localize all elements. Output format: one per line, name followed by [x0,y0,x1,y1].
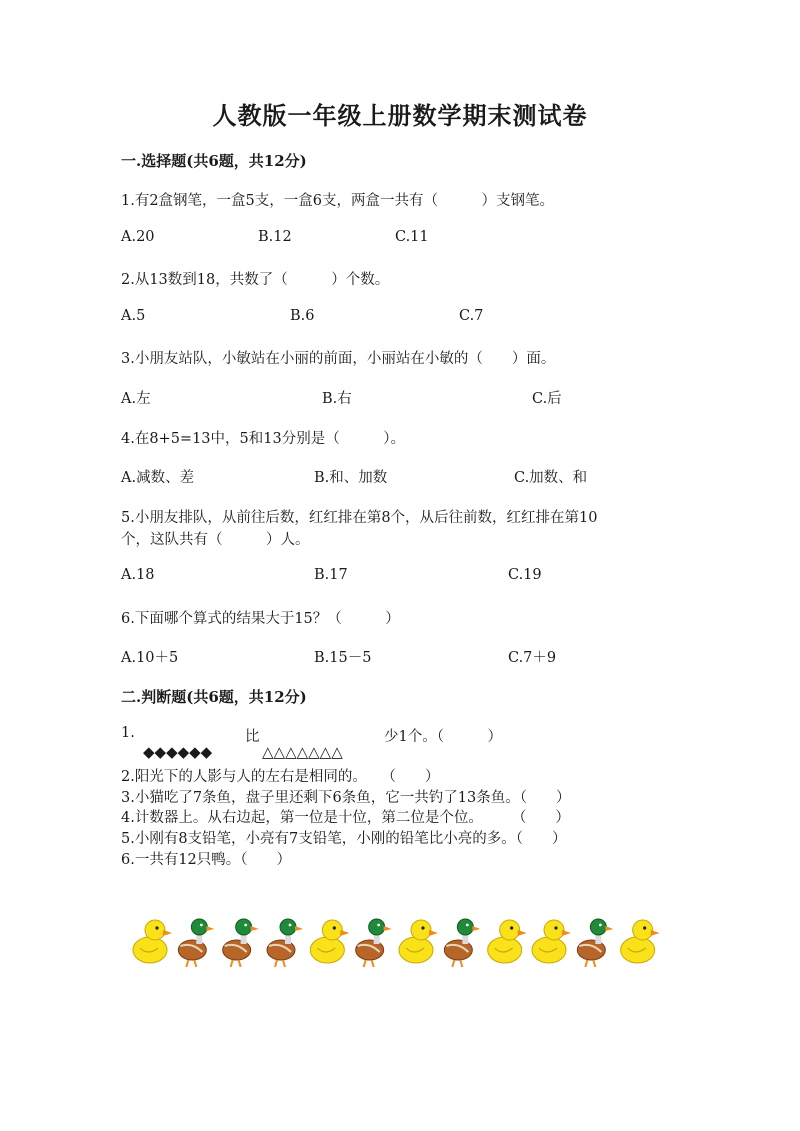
judge-1-bi: 比 [245,729,260,745]
option-2b: B.6 [290,308,315,324]
option-3a: A.左 [121,391,151,407]
option-1a: A.20 [121,229,155,245]
chick-icon [310,920,349,963]
page-title: 人教版一年级上册数学期末测试卷 [212,101,588,130]
option-2a: A.5 [121,308,146,324]
question-3: 3.小朋友站队，小敏站在小丽的前面，小丽站在小敏的（ ）面。 [121,351,556,367]
triangle-row: △△△△△△△ [262,743,343,761]
option-5b: B.17 [314,567,348,583]
judge-6: 6.一共有12只鸭。（ ） [121,852,292,868]
chick-icon [133,920,172,963]
chick-icon [488,920,527,963]
question-2: 2.从13数到18，共数了（ ）个数。 [121,272,390,288]
section-heading-choice: 一.选择题(共6题，共12分) [121,152,307,170]
mallard-duck-icon [577,919,613,967]
mallard-duck-icon [178,919,214,967]
option-4a: A.减数、差 [121,470,195,486]
option-1c: C.11 [395,229,429,245]
question-5-line-2: 个，这队共有（ ）人。 [121,532,310,548]
option-3b: B.右 [322,391,352,407]
diamond-row: ◆◆◆◆◆◆ [143,743,213,761]
chick-icon [621,920,660,963]
option-6c: C.7＋9 [508,650,557,666]
option-4c: C.加数、和 [514,470,588,486]
question-1: 1.有2盒钢笔，一盒5支，一盒6支，两盒一共有（ ）支钢笔。 [121,193,555,209]
judge-2: 2.阳光下的人影与人的左右是相同的。 （ ） [121,769,440,785]
chick-icon [399,920,438,963]
judge-1-tail: 少1个。（ ） [384,729,502,745]
chick-icon [532,920,571,963]
question-6: 6.下面哪个算式的结果大于15？（ ） [121,611,400,627]
option-3c: C.后 [532,391,562,407]
mallard-duck-icon [267,919,303,967]
option-6b: B.15－5 [314,650,372,666]
option-5c: C.19 [508,567,542,583]
option-2c: C.7 [459,308,484,324]
option-4b: B.和、加数 [314,470,388,486]
option-6a: A.10＋5 [121,650,179,666]
judge-3: 3.小猫吃了7条鱼，盘子里还剩下6条鱼，它一共钓了13条鱼。（ ） [121,790,571,806]
option-5a: A.18 [121,567,155,583]
question-5-line-1: 5.小朋友排队，从前往后数，红红排在第8个，从后往前数，红红排在第10 [121,510,598,526]
judge-1-number: 1. [121,725,135,741]
judge-4: 4.计数器上。从右边起，第一位是十位，第二位是个位。 （ ） [121,810,570,826]
mallard-duck-icon [444,919,480,967]
mallard-duck-icon [356,919,392,967]
section-heading-judgement: 二.判断题(共6题，共12分) [121,688,307,706]
question-4: 4.在8+5=13中，5和13分别是（ ）。 [121,431,405,447]
judge-5: 5.小刚有8支铅笔，小亮有7支铅笔，小刚的铅笔比小亮的多。（ ） [121,831,567,847]
ducks-illustration [128,912,660,972]
option-1b: B.12 [258,229,292,245]
mallard-duck-icon [223,919,259,967]
